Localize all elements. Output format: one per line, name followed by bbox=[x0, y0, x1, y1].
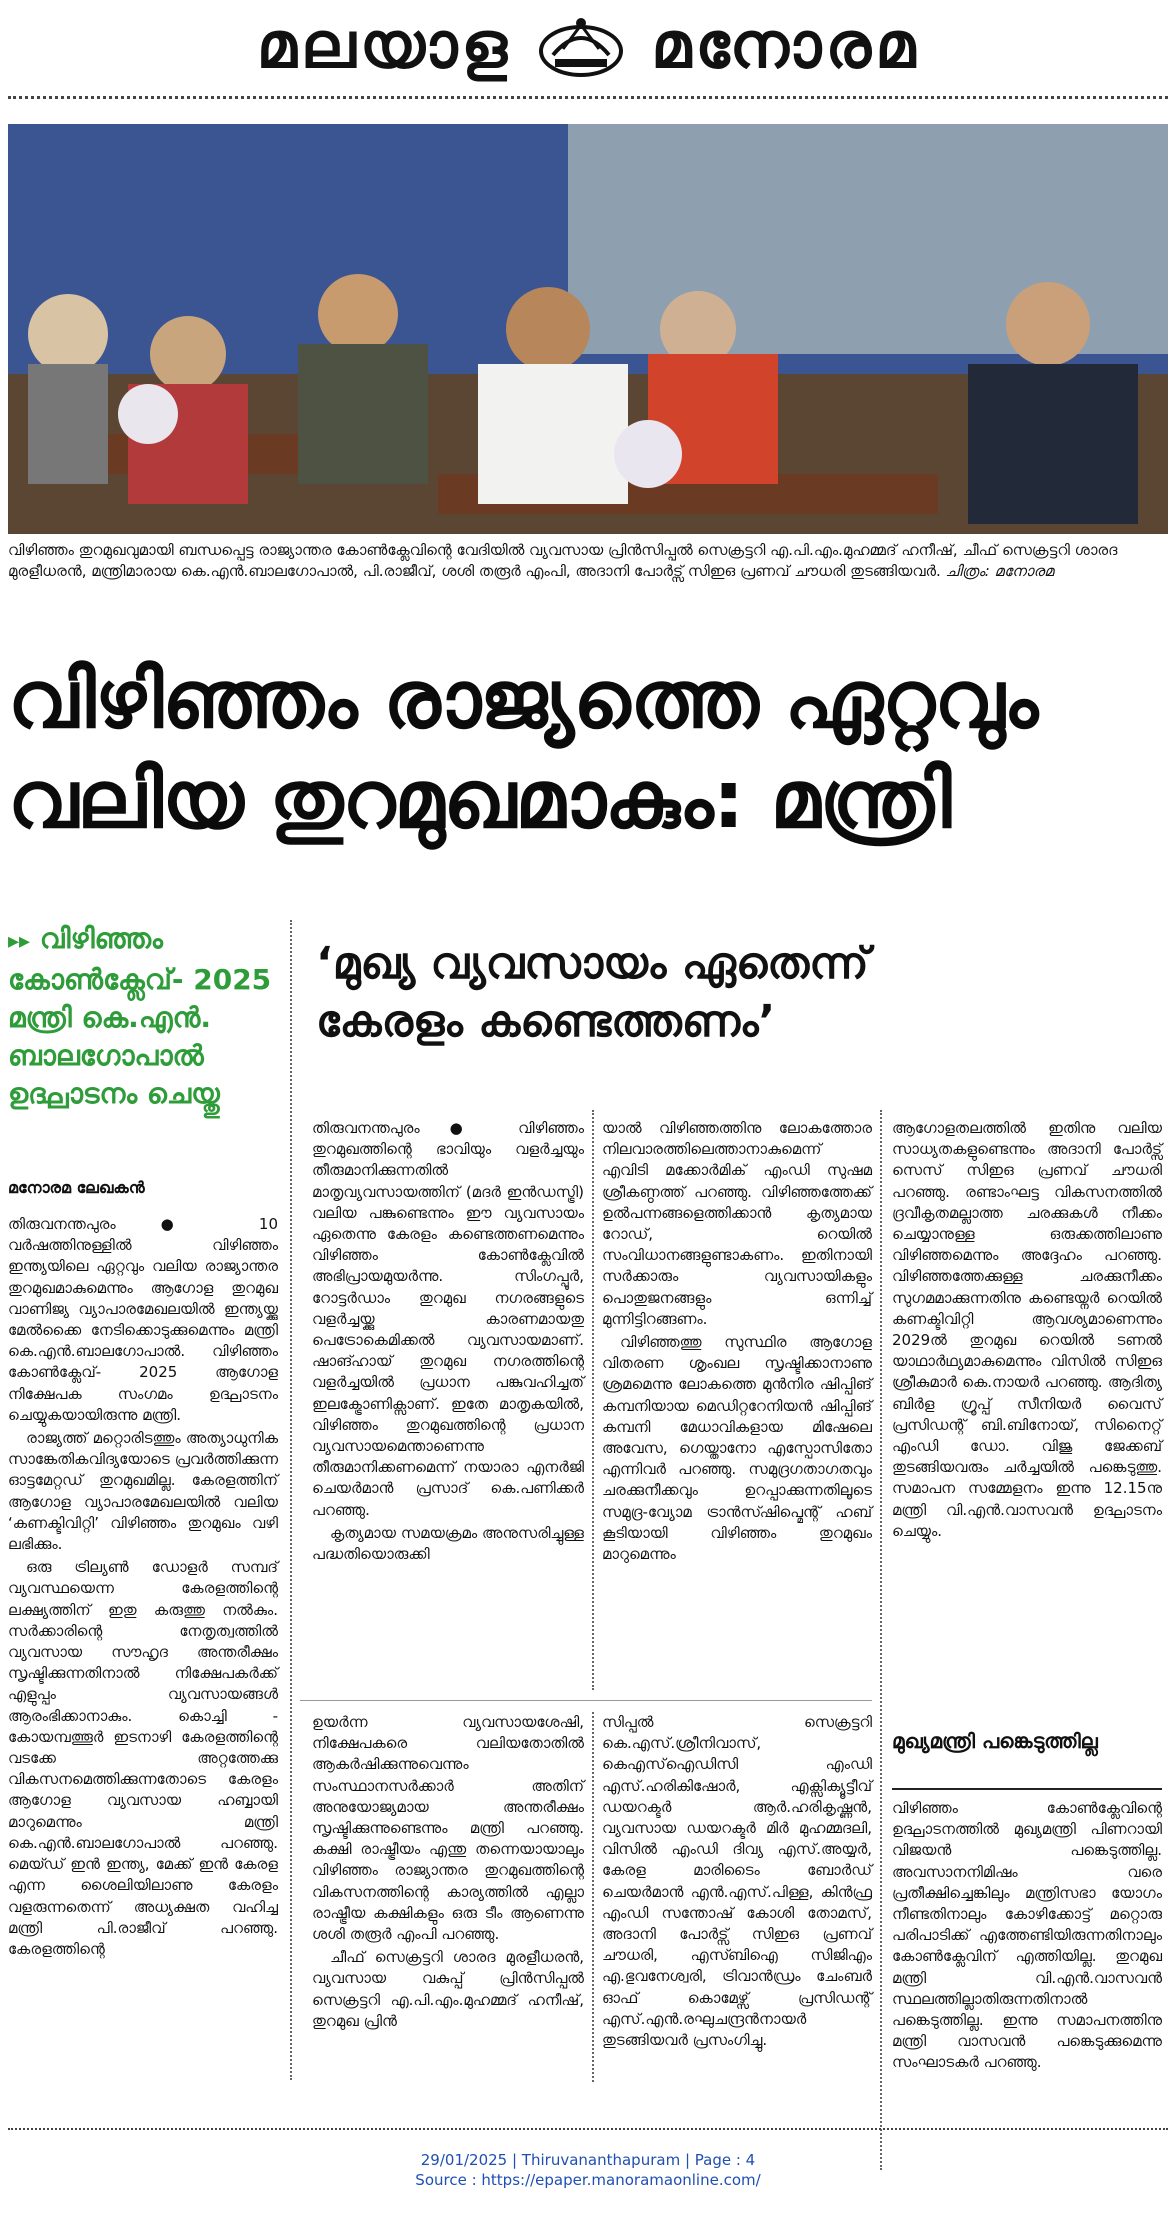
col3-top-para-2: വിഴിഞ്ഞത്തു സുസ്ഥിര ആഗോള വിതരണ ശൃംഖല സൃഷ്ടിക്കാനാണു ശ്രമമെന്നു ലോകത്തെ മുൻനിര ഷിപ്പിങ് കമ്പനിയായ മെഡിറ്ററേനിയൻ ഷിപ്പിങ് കമ്പനി മേധാവികളായ മിഷേലെ അവേസ, ഗെയ്താനോ എസ്പോസിതോ എന്നിവർ പറഞ്ഞു. സമുദ്രഗതാഗതവും ചരക്കുനീക്കവും ഉറപ്പാക്കുന്നതിലൂടെ സമുദ്ര-വ്യോമ ട്രാൻസ്ഷിപ്മെന്റ് ഹബ് കൂടിയായി വിഴിഞ്ഞം തുറമുഖം മാറുമെന്നും bbox=[602, 1333, 872, 1564]
column-2-bottom bbox=[312, 1712, 584, 2034]
col1-para-3: ഒരു ട്രില്യൺ ഡോളർ സമ്പദ് വ്യവസ്ഥയെന്ന കേരളത്തിന്റെ ലക്ഷ്യത്തിന് ഇതു കരുത്തു നൽകും. സർക്കാരിന്റെ നേതൃത്വത്തിൽ വ്യവസായ സൗഹൃദ അന്തരീക്ഷം സൃഷ്ടിക്കുന്നതിനാൽ നിക്ഷേപകർക്ക് എളുപ്പം വ്യവസായങ്ങൾ ആരംഭിക്കാനാകും. കൊച്ചി - കോയമ്പത്തൂർ ഇടനാഴി കേരളത്തിന്റെ വടക്കേ അറ്റത്തേക്കു വികസനമെത്തിക്കുന്നതോടെ കേരളം ആഗോള വ്യവസായ ഹബ്ബായി മാറുമെന്നും മന്ത്രി കെ.എൻ.ബാലഗോപാൽ പറഞ്ഞു. മെയ്ഡ് ഇൻ ഇന്ത്യ, മേക്ക് ഇൻ കേരള എന്ന ശൈലിയിലാണു കേരളം വളരുന്നതെന്ന് അധ്യക്ഷത വഹിച്ച മന്ത്രി പി.രാജീവ് പറഞ്ഞു. കേരളത്തിന്റെ bbox=[8, 1558, 278, 1958]
double-arrow-icon: ▸▸ bbox=[8, 929, 31, 954]
subhead-line-2: കേരളം കണ്ടെത്തണം’ bbox=[316, 996, 776, 1047]
masthead-left: മലയാള bbox=[256, 9, 512, 83]
crown-emblem-icon bbox=[533, 11, 629, 81]
column-divider-4 bbox=[592, 1712, 594, 2082]
column-1 bbox=[8, 1214, 278, 1962]
conclave-photo bbox=[8, 124, 1168, 534]
caption-credit: ചിത്രം: മനോരമ bbox=[945, 562, 1054, 580]
masthead-rule bbox=[8, 96, 1168, 99]
column-3-top bbox=[602, 1118, 872, 1567]
footer bbox=[0, 2150, 1176, 2190]
column-4-top bbox=[892, 1118, 1162, 1544]
col4-top-para-1: ആഗോളതലത്തിൽ ഇതിനു വലിയ സാധ്യതകളുണ്ടെന്നും അദാനി പോർട്സ് സെസ് സിഇഒ പ്രണവ് ചൗധരി പറഞ്ഞു. രണ്ടാംഘട്ട വികസനത്തിൽ ദ്രവീകൃതമല്ലാത്ത ചരക്കുകൾ നീക്കം ചെയ്യാനുള്ള ഒരുക്കത്തിലാണു വിഴിഞ്ഞമെന്നും അദ്ദേഹം പറഞ്ഞു. വിഴിഞ്ഞത്തേക്കുള്ള ചരക്കുനീക്കം സുഗമമാക്കുന്നതിനു കണ്ടെയ്നർ റെയിൽ കണക്ടിവിറ്റി ആവശ്യമാണെന്നും 2029ൽ തുറമുഖ റെയിൽ ടണൽ യാഥാർഥ്യമാകുമെന്നും വിസിൽ സിഇഒ ശ്രീകുമാർ കെ.നായർ പറഞ്ഞു. ആദിത്യ ബിർള ഗ്രൂപ്പ് സീനിയർ വൈസ് പ്രസിഡന്റ് ബി.ബിനോയ്, സിനൈറ്റ് എംഡി ഡോ. വിജു ജേക്കബ് തുടങ്ങിയവരും ചർച്ചയിൽ പങ്കെടുത്തു. സമാപന സമ്മേളനം ഇന്നു 12.15നു മന്ത്രി വി.എൻ.വാസവൻ ഉദ്ഘാടനം ചെയ്യും. bbox=[892, 1119, 1162, 1540]
section-rule bbox=[300, 1700, 872, 1701]
subhead-line-1: ‘മുഖ്യ വ്യവസായം ഏതെന്ന് bbox=[316, 938, 869, 989]
footer-rule bbox=[8, 2128, 1168, 2130]
col2-bottom-para-2: ചീഫ് സെക്രട്ടറി ശാരദ മുരളീധരൻ, വ്യവസായ വകുപ്പ് പ്രിൻസിപ്പൽ സെക്രട്ടറി എ.പി.എം.മുഹമ്മദ് ഹനീഷ്, തുറമുഖ പ്രിൻ bbox=[312, 1948, 584, 2030]
col1-para-1: തിരുവനന്തപുരം ● 10 വർഷത്തിനുള്ളിൽ വിഴിഞ്ഞം ഇന്ത്യയിലെ ഏറ്റവും വലിയ രാജ്യാന്തര തുറമുഖമാകുമെന്നും ആഗോള തുറമുഖ വാണിജ്യ വ്യാപാരമേഖലയിൽ ഇന്ത്യയ്ക്കു മേൽക്കൈ നേടിക്കൊടുക്കുമെന്നും മന്ത്രി കെ.എൻ.ബാലഗോപാൽ. വിഴിഞ്ഞം കോൺക്ലേവ്- 2025 ആഗോള നിക്ഷേപക സംഗമം ഉദ്ഘാടനം ചെയ്യുകയായിരുന്നു മന്ത്രി. bbox=[8, 1215, 278, 1424]
masthead bbox=[0, 0, 1176, 92]
box-rule bbox=[892, 1788, 1162, 1790]
column-divider-2 bbox=[592, 1110, 594, 1690]
box-body bbox=[892, 1798, 1162, 2076]
column-divider-3 bbox=[880, 1110, 882, 2170]
kicker bbox=[8, 920, 278, 1113]
box-body-para: വിഴിഞ്ഞം കോൺക്ലേവിന്റെ ഉദ്ഘാടനത്തിൽ മുഖ്യമന്ത്രി പിണറായി വിജയൻ പങ്കെടുത്തില്ല. അവസാനനിമിഷം വരെ പ്രതീക്ഷിച്ചെങ്കിലും മന്ത്രിസഭാ യോഗം നീണ്ടതിനാലും കോഴിക്കോട്ട് മറ്റൊരു പരിപാടിക്ക് എത്തേണ്ടിയിരുന്നതിനാലും കോൺക്ലേവിന് എത്തിയില്ല. തുറമുഖ മന്ത്രി വി.എൻ.വാസവൻ സ്ഥലത്തില്ലാതിരുന്നതിനാൽ പങ്കെടുത്തില്ല. ഇന്നു സമാപനത്തിനു മന്ത്രി വാസവൻ പങ്കെടുക്കുമെന്നു സംഘാടകർ പറഞ്ഞു. bbox=[892, 1799, 1162, 2072]
headline-line-1: വിഴിഞ്ഞം രാജ്യത്തെ ഏറ്റവും bbox=[8, 653, 1038, 746]
col2-bottom-para-1: ഉയർന്ന വ്യവസായശേഷി, നിക്ഷേപകരെ വലിയതോതിൽ ആകർഷിക്കുന്നുവെന്നും സംസ്ഥാനസർക്കാർ അതിന് അനുയോജ്യമായ അന്തരീക്ഷം സൃഷ്ടിക്കുന്നുണ്ടെന്നും മന്ത്രി പറഞ്ഞു. കക്ഷി രാഷ്ട്രീയം എന്തു തന്നെയായാലും വിഴിഞ്ഞം രാജ്യാന്തര തുറമുഖത്തിന്റെ വികസനത്തിന്റെ കാര്യത്തിൽ എല്ലാ രാഷ്ട്രീയ കക്ഷികളും ഒരു ടീം ആണെന്നു ശശി തരൂർ എംപി പറഞ്ഞു. bbox=[312, 1713, 584, 1944]
photo-caption bbox=[8, 540, 1168, 582]
col2-top-para-1: തിരുവനന്തപുരം ● വിഴിഞ്ഞം തുറമുഖത്തിന്റെ ഭാവിയും വളർച്ചയും തീരുമാനിക്കുന്നതിൽ മാതൃവ്യവസായത്തിന് (മദർ ഇൻഡസ്ട്രി) വലിയ പങ്കുണ്ടെന്നും ഈ വ്യവസായം ഏതെന്നു കേരളം കണ്ടെത്തണമെന്നും വിഴിഞ്ഞം കോൺക്ലേവിൽ അഭിപ്രായമുയർന്നു. സിംഗപ്പൂർ, റോട്ടർഡാം തുറമുഖ നഗരങ്ങളുടെ വളർച്ചയ്ക്കു കാരണമായതു പെട്രോകെമിക്കൽ വ്യവസായമാണ്. ഷാങ്ഹായ് തുറമുഖ നഗരത്തിന്റെ വളർച്ചയിൽ പ്രധാന പങ്കുവഹിച്ചത് ഇലക്ട്രോണിക്സാണ്. ഇതേ മാതൃകയിൽ, വിഴിഞ്ഞം തുറമുഖത്തിന്റെ പ്രധാന വ്യവസായമെന്താണെന്നു തീരുമാനിക്കണമെന്ന് നയാരാ എനർജി ചെയർമാൻ പ്രസാദ് കെ.പണിക്കർ പറഞ്ഞു. bbox=[312, 1119, 584, 1519]
caption-text: വിഴിഞ്ഞം തുറമുഖവുമായി ബന്ധപ്പെട്ട രാജ്യാന്തര കോൺക്ലേവിന്റെ വേദിയിൽ വ്യവസായ പ്രിൻസിപ്പൽ സെക്രട്ടറി എ.പി.എം.മുഹമ്മദ് ഹനീഷ്, ചീഫ് സെക്രട്ടറി ശാരദ മുരളീധരൻ, മന്ത്രിമാരായ കെ.എൻ.ബാലഗോപാൽ, പി.രാജീവ്, ശശി തരൂർ എംപി, അദാനി പോർട്സ് സിഇഒ പ്രണവ് ചൗധരി തുടങ്ങിയവർ. bbox=[8, 541, 1118, 580]
byline: മനോരമ ലേഖകൻ bbox=[8, 1178, 145, 1197]
photo-illustration bbox=[8, 124, 1168, 534]
col3-bottom-para-1: സിപ്പൽ സെക്രട്ടറി കെ.എസ്.ശ്രീനിവാസ്, കെഎസ്ഐഡിസി എംഡി എസ്.ഹരികിഷോർ, എക്സിക്യൂട്ടീവ് ഡയറക്ടർ ആർ.ഹരികൃഷ്ണൻ, വ്യവസായ ഡയറക്ടർ മിർ മുഹമ്മദലി, വിസിൽ എംഡി ദിവ്യ എസ്.അയ്യർ, കേരള മാരിടൈം ബോർഡ് ചെയർമാൻ എൻ.എസ്.പിള്ള, കിൻഫ്ര എംഡി സന്തോഷ് കോശി തോമസ്, അദാനി പോർട്സ് സിഇഒ പ്രണവ് ചൗധരി, എസ്ബിഐ സിജിഎം എ.ഭുവനേശ്വരി, ട്രിവാൻഡ്രം ചേംബർ ഓഫ് കൊമേഴ്സ് പ്രസിഡന്റ് എസ്.എൻ.രഘുചന്ദ്രൻനായർ തുടങ്ങിയവർ പ്രസംഗിച്ചു. bbox=[602, 1713, 872, 2050]
footer-source-link[interactable]: Source : https://epaper.manoramaonline.com/ bbox=[415, 2171, 761, 2189]
col1-para-2: രാജ്യത്ത് മറ്റൊരിടത്തും അത്യാധുനിക സാങ്കേതികവിദ്യയോടെ പ്രവർത്തിക്കുന്ന ഓട്ടമേറ്റഡ് തുറമുഖമില്ല. കേരളത്തിന് ആഗോള വ്യാപാരമേഖലയിൽ വലിയ ‘കണക്ടിവിറ്റി’ വിഴിഞ്ഞം തുറമുഖം വഴി ലഭിക്കും. bbox=[8, 1429, 278, 1554]
column-3-bottom bbox=[602, 1712, 872, 2053]
col2-top-para-2: കൃത്യമായ സമയക്രമം അനുസരിച്ചുള്ള പദ്ധതിയൊരുക്കി bbox=[312, 1523, 584, 1564]
headline-line-2: വലിയ തുറമുഖമാകും: മന്ത്രി bbox=[8, 753, 951, 846]
col3-top-para-1: യാൽ വിഴിഞ്ഞത്തിനു ലോകത്തോര നിലവാരത്തിലെത്താനാകുമെന്ന് എവിടി മക്കോർമിക് എംഡി സുഷമ ശ്രീകണ്ഠത്ത് പറഞ്ഞു. വിഴിഞ്ഞത്തേക്ക് ഉൽപന്നങ്ങളെത്തിക്കാൻ കൃത്യമായ റോഡ്, റെയിൽ സംവിധാനങ്ങളുണ്ടാകണം. ഇതിനായി സർക്കാരും വ്യവസായികളും പൊതുജനങ്ങളും ഒന്നിച്ച് മുന്നിട്ടിറങ്ങണം. bbox=[602, 1119, 872, 1328]
column-2-top bbox=[312, 1118, 584, 1567]
box-title: മുഖ്യമന്ത്രി പങ്കെടുത്തില്ല bbox=[892, 1729, 1098, 1753]
masthead-right: മനോരമ bbox=[651, 9, 920, 83]
column-divider-1 bbox=[290, 920, 292, 2080]
main-headline bbox=[8, 650, 1168, 850]
sub-headline bbox=[316, 935, 1076, 1051]
footer-date-line: 29/01/2025 | Thiruvananthapuram | Page : 4 bbox=[420, 2151, 756, 2169]
kicker-text: വിഴിഞ്ഞം കോൺക്ലേവ്- 2025 മന്ത്രി കെ.എൻ. ബാലഗോപാൽ ഉദ്ഘാടനം ചെയ്തു bbox=[8, 922, 272, 1110]
